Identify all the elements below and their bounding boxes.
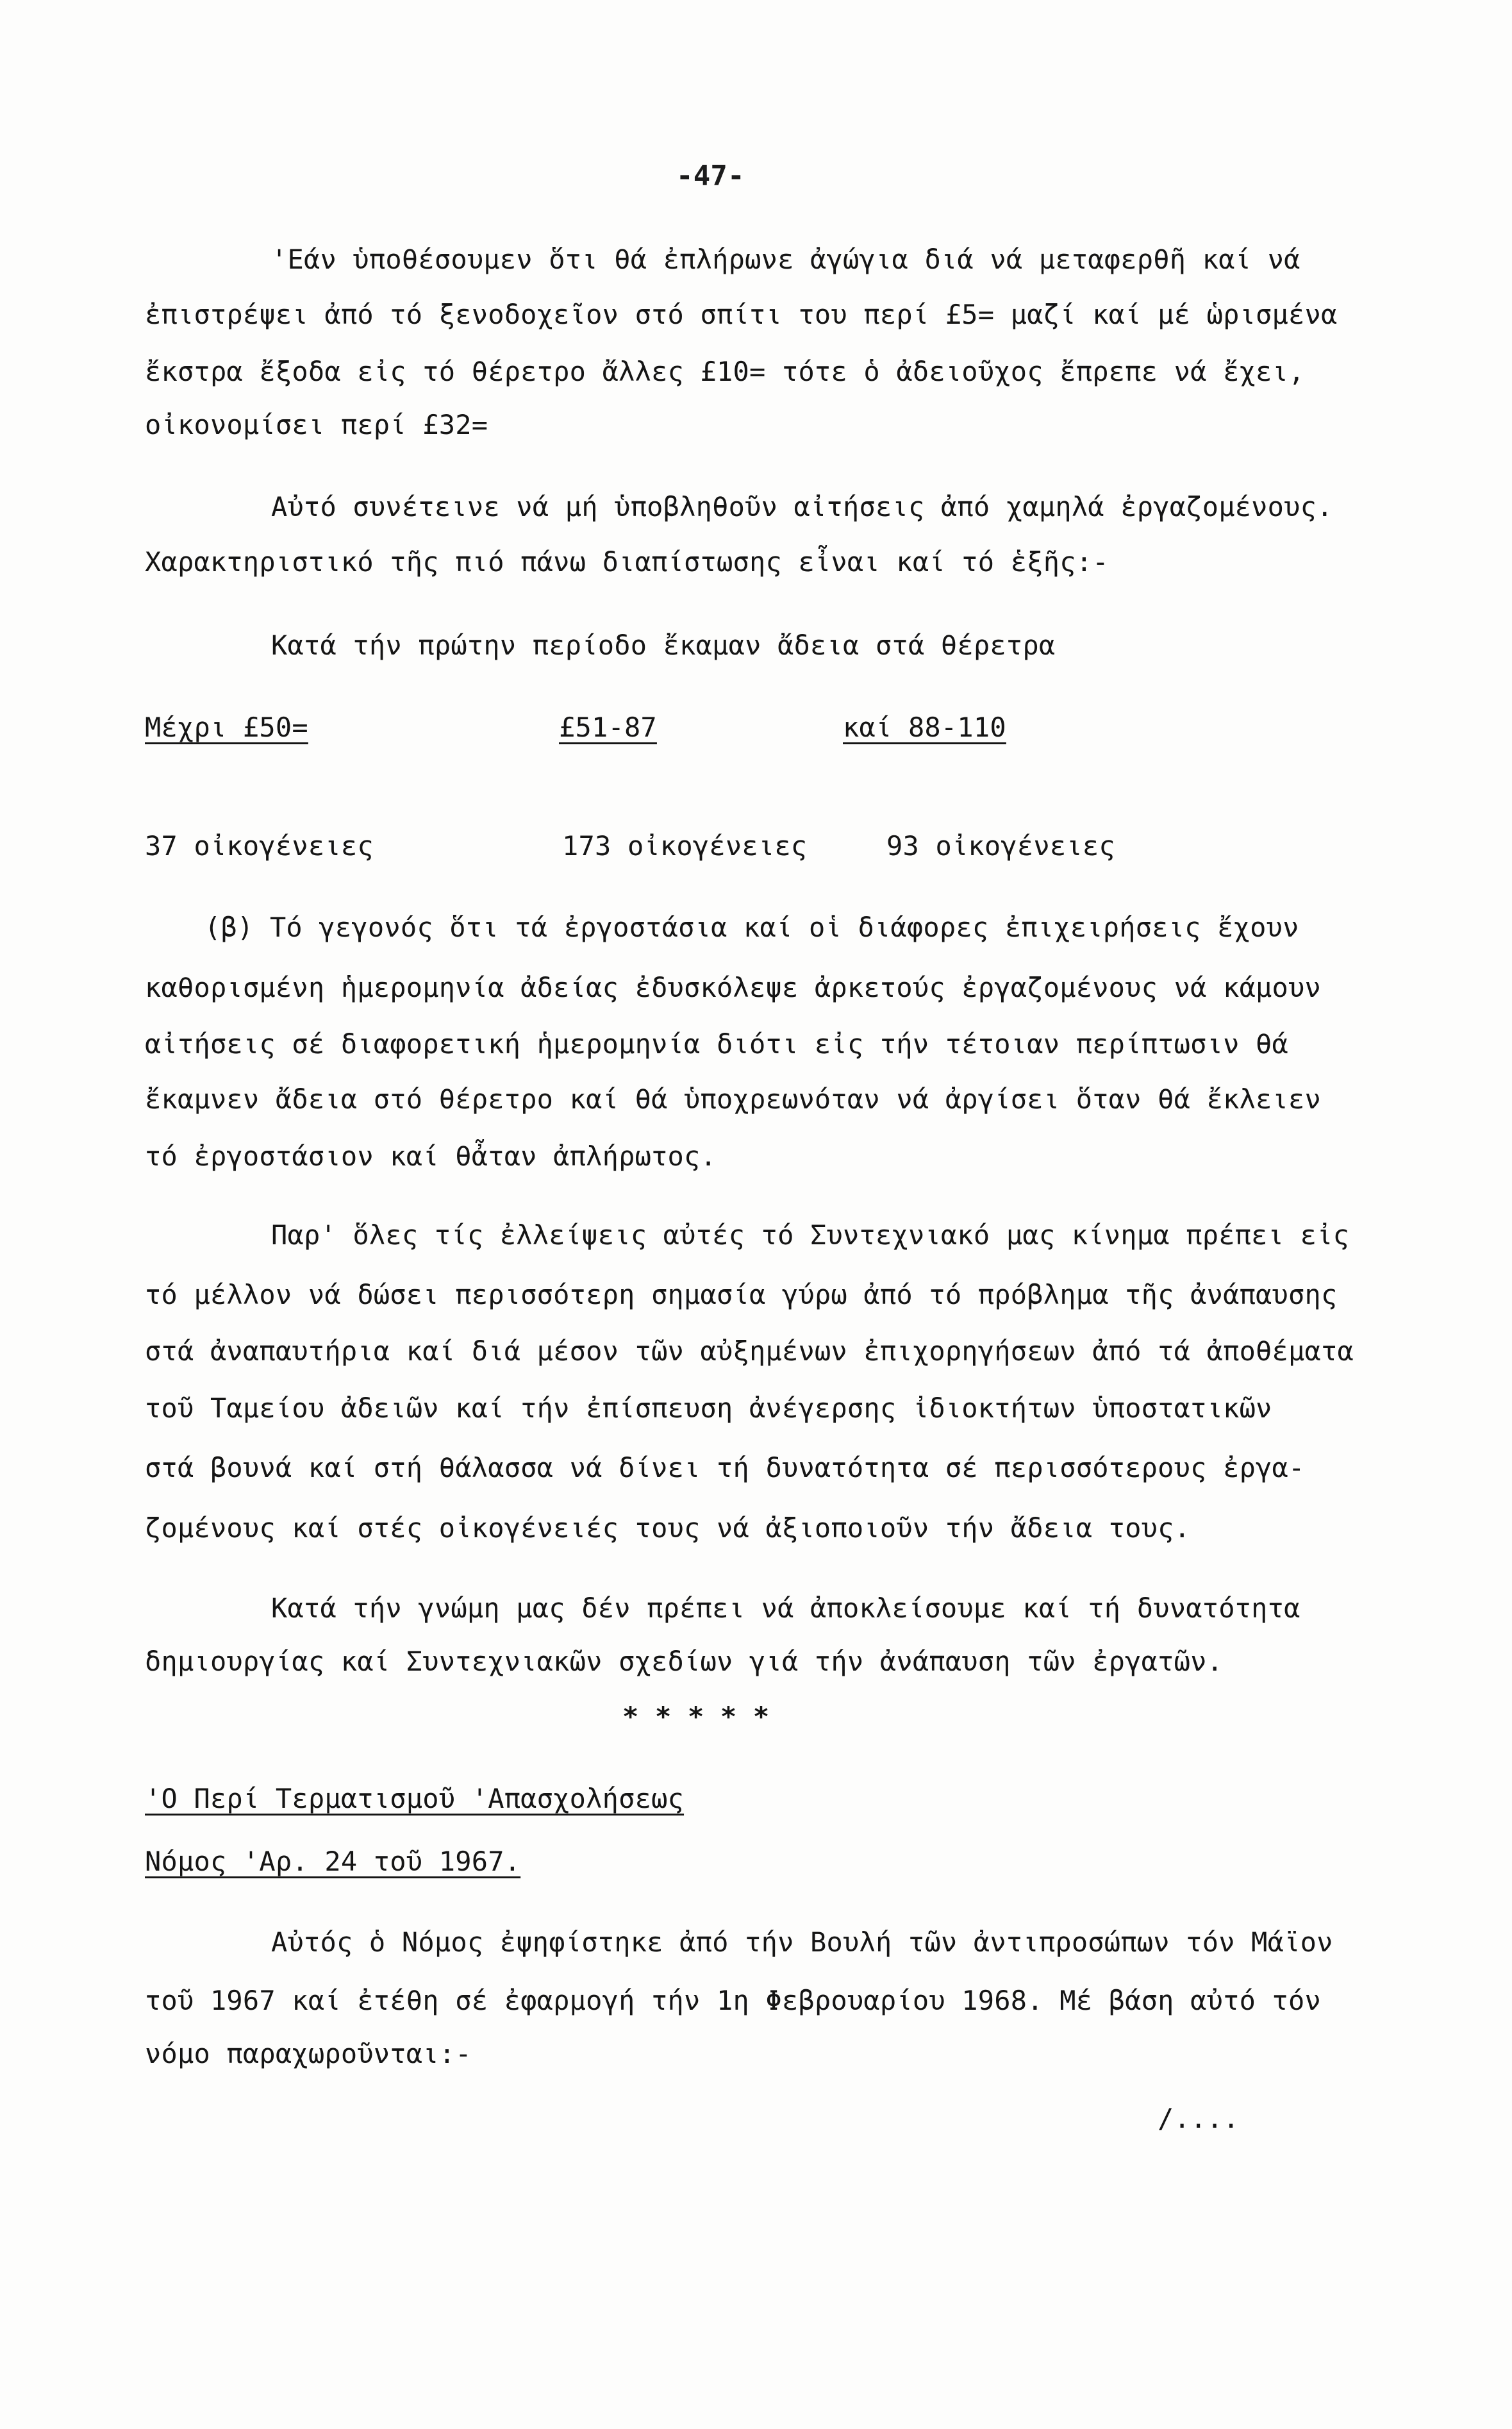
- recommendation-line-4: τοῦ Ταμείου ἀδειῶν καί τήν ἐπίσπευση ἀνέγερσης ἰδιοκτήτων ὑποστατικῶν: [145, 1392, 1272, 1424]
- paragraph-1-line-3: ἔκστρα ἔξοδα εἰς τό θέρετρο ἄλλες £10= τότε ὁ ἀδειοῦχος ἔπρεπε νά ἔχει,: [145, 356, 1305, 387]
- law-body-line-1: Αὐτός ὁ Νόμος ἐψηφίστηκε ἀπό τήν Βουλή τῶν ἀντιπροσώπων τόν Μάϊον: [271, 1926, 1333, 1958]
- opinion-line-1: Κατά τήν γνώμη μας δέν πρέπει νά ἀποκλείσουμε καί τή δυνατότητα: [271, 1592, 1300, 1624]
- income-bracket-2: £51-87: [559, 712, 657, 743]
- income-bracket-3: καί 88-110: [843, 712, 1006, 743]
- family-count-1: 37 οἰκογένειες: [145, 830, 374, 862]
- law-number: Νόμος 'Αρ. 24 τοῦ 1967.: [145, 1846, 521, 1877]
- section-divider: * * * * *: [622, 1701, 770, 1732]
- income-bracket-1: Μέχρι £50=: [145, 712, 308, 743]
- recommendation-line-1: Παρ' ὅλες τίς ἐλλείψεις αὐτές τό Συντεχνιακό μας κίνημα πρέπει εἰς: [271, 1219, 1350, 1251]
- family-count-2: 173 οἰκογένειες: [562, 830, 808, 862]
- law-body-line-2: τοῦ 1967 καί ἐτέθη σέ ἐφαρμογή τήν 1η Φεβρουαρίου 1968. Μέ βάση αὐτό τόν: [145, 1985, 1322, 2016]
- paragraph-1-line-4: οἰκονομίσει περί £32=: [145, 409, 488, 440]
- point-b-line-1: (β) Τό γεγονός ὅτι τά ἐργοστάσια καί οἱ διάφορες ἐπιχειρήσεις ἔχουν: [204, 912, 1299, 943]
- paragraph-2-line-2: Χαρακτηριστικό τῆς πιό πάνω διαπίστωσης εἶναι καί τό ἑξῆς:-: [145, 546, 1109, 578]
- recommendation-line-6: ζομένους καί στές οἰκογένειές τους νά ἀξιοποιοῦν τήν ἄδεια τους.: [145, 1512, 1191, 1544]
- paragraph-2-line-1: Αὐτό συνέτεινε νά μή ὑποβληθοῦν αἰτήσεις ἀπό χαμηλά ἐργαζομένους.: [271, 491, 1333, 522]
- law-title: 'Ο Περί Τερματισμοῦ 'Απασχολήσεως: [145, 1783, 685, 1814]
- law-body-line-3: νόμο παραχωροῦνται:-: [145, 2038, 472, 2069]
- recommendation-line-5: στά βουνά καί στή θάλασσα νά δίνει τή δυνατότητα σέ περισσότερους ἐργα-: [145, 1452, 1305, 1483]
- first-period-intro: Κατά τήν πρώτην περίοδο ἔκαμαν ἄδεια στά θέρετρα: [271, 630, 1056, 661]
- paragraph-1-line-2: ἐπιστρέψει ἀπό τό ξενοδοχεῖον στό σπίτι του περί £5= μαζί καί μέ ὡρισμένα: [145, 299, 1338, 330]
- point-b-line-4: ἔκαμνεν ἄδεια στό θέρετρο καί θά ὑποχρεωνόταν νά ἀργίσει ὅταν θά ἔκλειεν: [145, 1083, 1322, 1115]
- family-count-3: 93 οἰκογένειες: [886, 830, 1115, 862]
- recommendation-line-3: στά ἀναπαυτήρια καί διά μέσον τῶν αὐξημένων ἐπιχορηγήσεων ἀπό τά ἀποθέματα: [145, 1335, 1354, 1367]
- point-b-line-2: καθορισμένη ἡμερομηνία ἀδείας ἐδυσκόλεψε ἀρκετούς ἐργαζομένους νά κάμουν: [145, 972, 1322, 1003]
- point-b-line-3: αἰτήσεις σέ διαφορετική ἡμερομηνία διότι εἰς τήν τέτοιαν περίπτωσιν θά: [145, 1028, 1289, 1060]
- recommendation-line-2: τό μέλλον νά δώσει περισσότερη σημασία γύρω ἀπό τό πρόβλημα τῆς ἀνάπαυσης: [145, 1279, 1338, 1310]
- page-number: -47-: [676, 160, 745, 192]
- continuation-mark: /....: [1158, 2103, 1240, 2134]
- paragraph-1-line-1: 'Εάν ὑποθέσουμεν ὅτι θά ἐπλήρωνε ἀγώγια διά νά μεταφερθῆ καί νά: [271, 244, 1300, 275]
- opinion-line-2: δημιουργίας καί Συντεχνιακῶν σχεδίων γιά τήν ἀνάπαυση τῶν ἐργατῶν.: [145, 1646, 1224, 1677]
- point-b-line-5: τό ἐργοστάσιον καί θἆταν ἀπλήρωτος.: [145, 1140, 717, 1172]
